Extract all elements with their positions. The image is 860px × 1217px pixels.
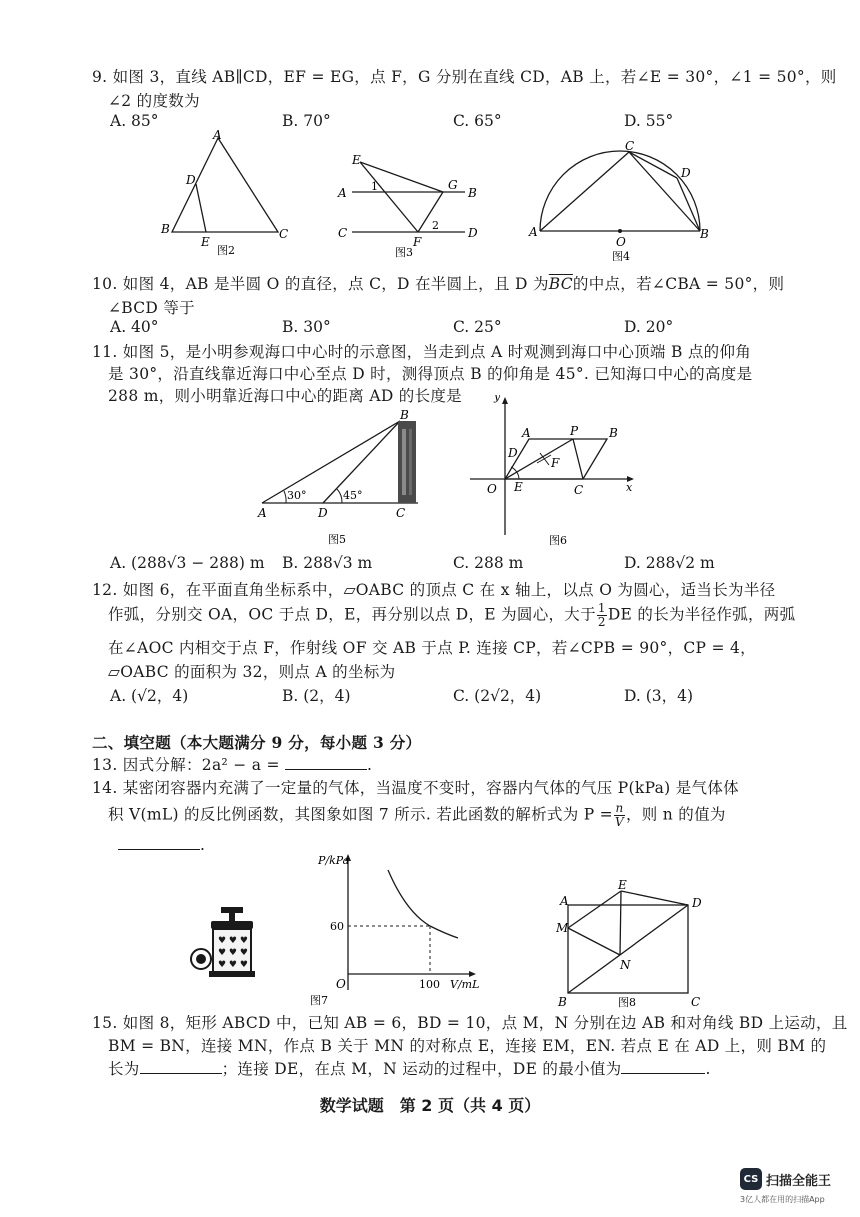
svg-text:♥ ♥ ♥: ♥ ♥ ♥	[218, 948, 248, 958]
svg-text:♥ ♥ ♥: ♥ ♥ ♥	[218, 960, 248, 970]
fig6-label: C	[574, 483, 584, 497]
q11-option-d: D. 288√2 m	[624, 554, 715, 572]
gas-container-illustration	[185, 905, 270, 980]
q11-option-a: A. (288√3 − 288) m	[110, 554, 265, 572]
q12-line2-b: DE 的长为半径作弧，两弧	[607, 605, 796, 624]
fig3-label: 2	[432, 219, 439, 232]
q14-answer-line	[118, 836, 205, 854]
scanner-watermark	[740, 1168, 850, 1208]
fig8-label: C	[691, 995, 701, 1009]
q11-option-c: C. 288 m	[453, 554, 524, 572]
q14-fraction	[614, 802, 625, 829]
q10-line1-b: 的中点，若∠CBA = 50°，则	[572, 275, 785, 293]
q9-option-d: D. 55°	[624, 112, 674, 130]
fig3-label: G	[448, 178, 458, 192]
q12-line2-a: 作弧，分别交 OA，OC 于点 D，E，再分别以点 D，E 为圆心，大于	[108, 605, 596, 624]
q14-frac-den: V	[614, 815, 624, 829]
q14-line1: 14. 某密闭容器内充满了一定量的气体，当温度不变时，容器内气体的气压 P(kPa) 是气体体	[92, 779, 739, 797]
q12-option-d: D. (3，4)	[624, 687, 694, 705]
fig2-label: A	[213, 128, 222, 142]
fig5-label: D	[318, 506, 328, 520]
q12-frac-den: 2	[597, 615, 606, 629]
q10-option-d: D. 20°	[624, 318, 674, 336]
fig3-label: F	[413, 235, 422, 249]
fig7-ylabel: P/kPa	[318, 854, 350, 867]
q9-option-c: C. 65°	[453, 112, 502, 130]
fig6-caption: 图6	[549, 534, 567, 547]
q15-line1: 15. 如图 8，矩形 ABCD 中，已知 AB = 6，BD = 10，点 M，N 分别在边 AB 和对角线 BD 上运动，且	[92, 1014, 848, 1032]
q13-end: .	[367, 756, 373, 774]
watermark-app-name: 扫描全能王	[766, 1174, 832, 1189]
figure-6	[465, 395, 645, 550]
page-footer: 数学试题 第 2 页（共 4 页）	[319, 1096, 541, 1115]
q15-end: .	[705, 1060, 711, 1078]
fig5-label: C	[396, 506, 406, 520]
fig7-x-tick: 100	[419, 978, 440, 991]
fig6-label: x	[626, 481, 633, 494]
q12-line4: ▱OABC 的面积为 32，则点 A 的坐标为	[108, 663, 396, 681]
fig5-caption: 图5	[328, 533, 346, 546]
fig6-label: F	[551, 456, 560, 470]
q10-option-b: B. 30°	[282, 318, 331, 336]
fig6-label: y	[494, 395, 501, 403]
fig8-label: N	[620, 958, 631, 972]
figure-3	[330, 148, 490, 260]
q12-option-c: C. (2√2，4)	[453, 687, 542, 705]
q10-line1-a: 10. 如图 4，AB 是半圆 O 的直径，点 C，D 在半圆上，且 D 为	[92, 275, 549, 293]
figure-7	[310, 848, 485, 1008]
fig5-label: 30°	[287, 489, 307, 502]
fig6-label: E	[514, 480, 523, 494]
fig3-label: A	[338, 186, 347, 200]
q9-option-a: A. 85°	[110, 112, 159, 130]
q15-line3-b: ；连接 DE，在点 M，N 运动的过程中，DE 的最小值为	[221, 1060, 622, 1078]
fig6-label: P	[570, 424, 579, 438]
fig8-label: D	[692, 896, 702, 910]
q15-line3-a: 长为	[108, 1060, 140, 1078]
fig6-label: A	[522, 426, 531, 440]
fig8-label: M	[556, 921, 569, 935]
q10-arc: $\overline{BC}$	[548, 275, 573, 293]
svg-text:♥ ♥ ♥: ♥ ♥ ♥	[218, 936, 248, 946]
q11-option-b: B. 288√3 m	[282, 554, 373, 572]
figure-8	[548, 875, 718, 1010]
fig2-caption: 图2	[217, 244, 235, 256]
q11-line3: 288 m，则小明靠近海口中心的距离 AD 的长度是	[108, 387, 462, 405]
fig8-label: B	[558, 995, 567, 1009]
figure-5	[250, 405, 425, 550]
fig7-origin: O	[336, 977, 346, 991]
q10-line1	[92, 272, 784, 294]
fig3-label: D	[468, 226, 478, 240]
q10-line2: ∠BCD 等于	[108, 299, 195, 317]
figure-2	[150, 128, 300, 256]
fig3-label: 1	[371, 180, 378, 193]
fig4-label: D	[681, 166, 691, 180]
q12-line2	[108, 602, 795, 629]
fig7-caption: 图7	[310, 994, 328, 1007]
fig4-label: C	[625, 139, 635, 153]
fig8-label: A	[560, 894, 569, 908]
q10-option-c: C. 25°	[453, 318, 502, 336]
q9-option-b: B. 70°	[282, 112, 331, 130]
figure-4	[525, 136, 715, 261]
section2-title: 二、填空题（本大题满分 9 分，每小题 3 分）	[92, 733, 422, 752]
camscanner-logo-icon: CS	[740, 1168, 762, 1190]
fig2-label: C	[279, 227, 289, 241]
fig2-label: B	[161, 222, 170, 236]
fig3-label: E	[352, 153, 361, 167]
q11-line2: 是 30°，沿直线靠近海口中心至点 D 时，测得顶点 B 的仰角是 45°. 已知海口中心的高度是	[108, 365, 753, 383]
fig4-label: A	[529, 225, 538, 239]
q13-answer-blank[interactable]	[285, 769, 367, 770]
fig6-label: B	[609, 426, 618, 440]
q9-line2: ∠2 的度数为	[108, 92, 200, 110]
q13-line	[92, 753, 372, 775]
q12-option-b: B. (2，4)	[282, 687, 351, 705]
fig2-label: E	[201, 235, 210, 249]
q15-bm-answer-blank[interactable]	[140, 1073, 222, 1074]
fig5-label: 45°	[343, 489, 363, 502]
q14-line2	[108, 802, 726, 829]
q15-de-answer-blank[interactable]	[621, 1073, 705, 1074]
q14-line2-b: ，则 n 的值为	[625, 805, 726, 824]
q14-end: .	[200, 836, 206, 854]
q15-line3	[108, 1057, 711, 1079]
fig6-label: O	[487, 482, 497, 496]
watermark-tagline: 3亿人都在用的扫描App	[740, 1195, 825, 1204]
fig7-y-tick: 60	[330, 920, 344, 933]
q12-fraction	[597, 602, 607, 629]
q12-line1: 12. 如图 6，在平面直角坐标系中，▱OABC 的顶点 C 在 x 轴上，以点 O 为圆心，适当长为半径	[92, 581, 776, 599]
q12-frac-num: 1	[597, 601, 606, 615]
q10-option-a: A. 40°	[110, 318, 159, 336]
fig4-label: O	[616, 235, 626, 249]
fig2-label: D	[186, 173, 196, 187]
fig4-caption: 图4	[612, 250, 630, 261]
fig8-caption: 图8	[618, 996, 636, 1009]
q12-option-a: A. (√2，4)	[110, 687, 189, 705]
fig8-label: E	[618, 878, 627, 892]
q9-line1: 9. 如图 3，直线 AB∥CD，EF = EG，点 F，G 分别在直线 CD，AB 上，若∠E = 30°，∠1 = 50°，则	[92, 68, 837, 86]
fig5-label: B	[400, 408, 409, 422]
fig5-label: A	[258, 506, 267, 520]
fig3-label: B	[468, 186, 477, 200]
q15-line2: BM = BN，连接 MN，作点 B 关于 MN 的对称点 E，连接 EM，EN. 若点 E 在 AD 上，则 BM 的	[108, 1037, 827, 1055]
fig4-label: B	[700, 227, 709, 241]
q14-frac-num: n	[615, 801, 624, 815]
fig3-label: C	[338, 226, 348, 240]
q12-line3: 在∠AOC 内相交于点 F，作射线 OF 交 AB 于点 P. 连接 CP，若∠CPB = 90°，CP = 4，	[108, 639, 756, 657]
q13-text: 13. 因式分解：2a² − a =	[92, 756, 280, 774]
fig7-xlabel: V/mL	[450, 978, 480, 991]
q14-answer-blank[interactable]	[118, 849, 200, 850]
fig3-caption: 图3	[395, 246, 413, 259]
q14-line2-a: 积 V(mL) 的反比例函数，其图象如图 7 所示. 若此函数的解析式为 P =	[108, 805, 613, 824]
fig6-label: D	[508, 446, 518, 460]
q11-line1: 11. 如图 5，是小明参观海口中心时的示意图，当走到点 A 时观测到海口中心顶端 B 点的仰角	[92, 343, 752, 361]
